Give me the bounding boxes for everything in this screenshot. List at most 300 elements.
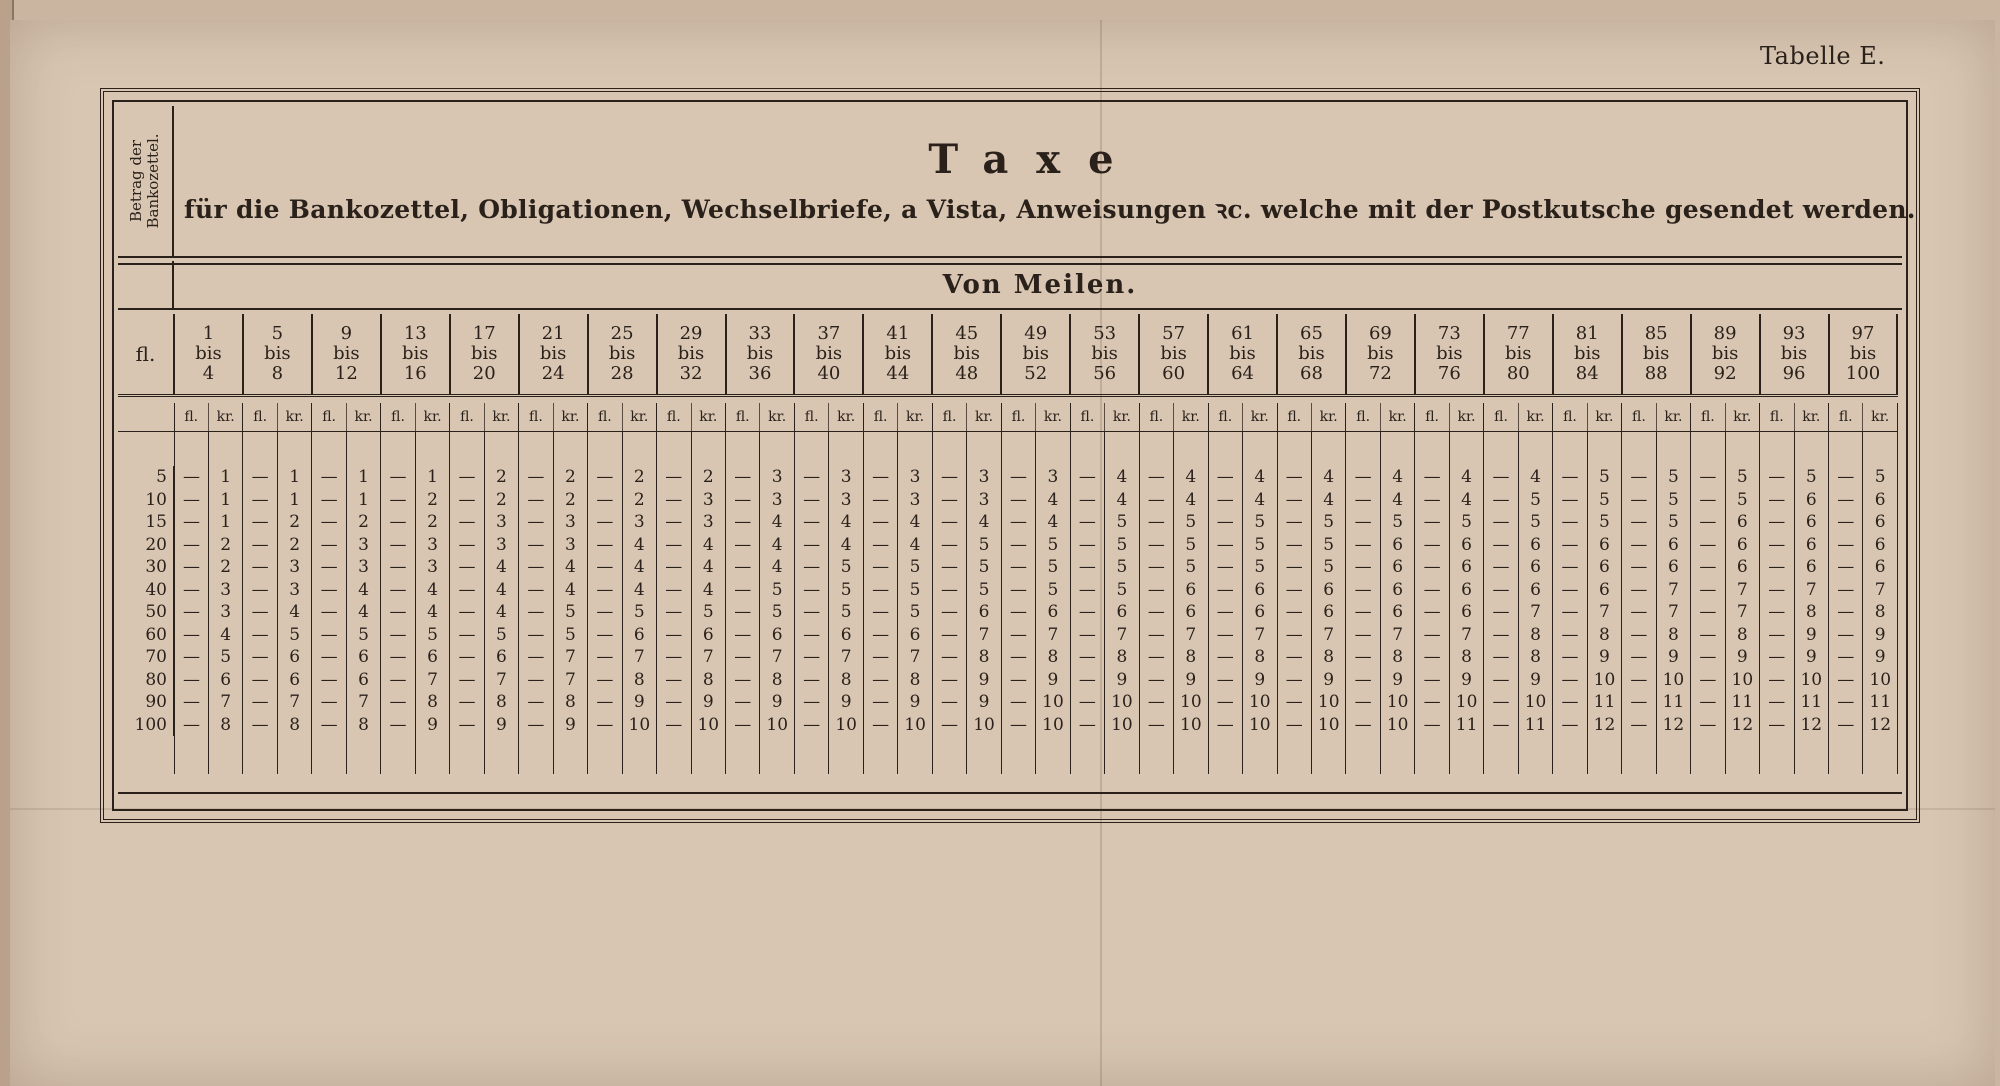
fl-cell: — — [381, 556, 415, 579]
fl-cell: — — [1691, 511, 1725, 534]
fl-cell: — — [1346, 601, 1380, 624]
rule-bottom — [118, 792, 1902, 798]
fl-cell: — — [1415, 511, 1449, 534]
fl-cell: — — [657, 556, 691, 579]
tail-cell — [1311, 736, 1345, 774]
fl-cell: — — [381, 624, 415, 647]
fl-cell: — — [1139, 534, 1173, 557]
unit-kr: kr. — [1863, 403, 1897, 432]
kr-cell: 6 — [1380, 534, 1414, 557]
spacer-cell — [450, 432, 484, 467]
fl-cell: — — [1070, 534, 1104, 557]
unit-fl: fl. — [1139, 403, 1173, 432]
tail-cell — [932, 736, 966, 774]
spacer-cell — [208, 432, 242, 467]
document-title: Taxe — [928, 136, 1142, 183]
kr-cell: 4 — [553, 579, 587, 602]
fl-cell: — — [1070, 691, 1104, 714]
fl-cell: — — [1070, 624, 1104, 647]
tail-cell — [1794, 736, 1828, 774]
kr-cell: 6 — [898, 624, 932, 647]
kr-cell: 6 — [1449, 579, 1483, 602]
kr-cell: 1 — [208, 489, 242, 512]
range-to: 100 — [1845, 363, 1881, 384]
kr-cell: 7 — [1380, 624, 1414, 647]
fl-cell: — — [1415, 624, 1449, 647]
tail-cell — [1863, 736, 1897, 774]
fl-cell: — — [863, 691, 897, 714]
unit-kr: kr. — [484, 403, 518, 432]
kr-cell: 8 — [1518, 646, 1552, 669]
kr-cell: 9 — [1863, 646, 1897, 669]
fl-cell: — — [1139, 511, 1173, 534]
unit-kr: kr. — [1449, 403, 1483, 432]
kr-cell: 4 — [277, 601, 311, 624]
fl-cell: — — [932, 534, 966, 557]
spacer-cell — [1380, 432, 1414, 467]
rule-section — [118, 308, 1902, 313]
unit-fl: fl. — [519, 403, 553, 432]
distance-range-header — [1760, 314, 1829, 396]
header-separator-row — [118, 396, 1897, 404]
fl-cell: — — [1484, 691, 1518, 714]
fl-cell: — — [1829, 489, 1863, 512]
kr-cell: 7 — [1656, 601, 1690, 624]
unit-fl: fl. — [1415, 403, 1449, 432]
range-bis: bis — [333, 343, 360, 364]
kr-cell: 2 — [622, 489, 656, 512]
kr-cell: 5 — [1518, 489, 1552, 512]
kr-cell: 10 — [1243, 691, 1277, 714]
fl-cell: — — [1415, 714, 1449, 737]
kr-cell: 4 — [484, 556, 518, 579]
fl-cell: — — [1622, 556, 1656, 579]
fl-cell: — — [1277, 534, 1311, 557]
fl-cell: — — [1829, 534, 1863, 557]
kr-cell: 5 — [1725, 466, 1759, 489]
fl-cell: — — [450, 691, 484, 714]
column-separator — [172, 261, 174, 309]
fl-cell: — — [1691, 466, 1725, 489]
kr-cell: 6 — [1518, 534, 1552, 557]
kr-cell: 4 — [1036, 489, 1070, 512]
fl-cell: — — [174, 714, 208, 737]
table-frame — [100, 88, 1920, 823]
fl-cell: — — [1760, 489, 1794, 512]
fl-cell: — — [312, 466, 346, 489]
kr-cell: 5 — [1518, 511, 1552, 534]
kr-cell: 10 — [829, 714, 863, 737]
kr-cell: 10 — [1036, 714, 1070, 737]
fl-cell: — — [726, 511, 760, 534]
kr-cell: 6 — [1174, 579, 1208, 602]
fl-cell: — — [1553, 691, 1587, 714]
kr-cell: 6 — [1725, 511, 1759, 534]
kr-cell: 7 — [1036, 624, 1070, 647]
range-from: 73 — [1437, 323, 1461, 344]
kr-cell: 7 — [1794, 579, 1828, 602]
range-bis: bis — [1711, 343, 1739, 364]
kr-cell: 5 — [1174, 511, 1208, 534]
fl-cell: — — [1277, 489, 1311, 512]
kr-cell: 11 — [1725, 691, 1759, 714]
fl-cell: — — [1001, 714, 1035, 737]
kr-cell: 6 — [1449, 534, 1483, 557]
spacer-cell — [1760, 432, 1794, 467]
spacer-cell — [484, 432, 518, 467]
fl-cell: — — [1760, 511, 1794, 534]
fl-cell: — — [519, 489, 553, 512]
range-to: 20 — [472, 363, 496, 384]
range-bis: bis — [1780, 343, 1808, 364]
distance-range-header — [519, 314, 588, 396]
kr-cell: 6 — [967, 601, 1001, 624]
kr-cell: 10 — [1036, 691, 1070, 714]
kr-cell: 3 — [898, 489, 932, 512]
kr-cell: 5 — [1587, 511, 1621, 534]
fl-cell: — — [1829, 646, 1863, 669]
kr-cell: 4 — [1174, 489, 1208, 512]
fl-cell: — — [588, 646, 622, 669]
range-to: 4 — [202, 363, 215, 384]
kr-cell: 5 — [829, 556, 863, 579]
kr-cell: 9 — [1174, 669, 1208, 692]
spacer-cell — [657, 432, 691, 467]
unit-kr: kr. — [1725, 403, 1759, 432]
spacer-cell — [1346, 432, 1380, 467]
kr-cell: 6 — [1311, 601, 1345, 624]
kr-cell: 9 — [553, 714, 587, 737]
range-from: 65 — [1300, 323, 1323, 344]
kr-cell: 3 — [967, 489, 1001, 512]
kr-cell: 11 — [1518, 714, 1552, 737]
spacer-cell — [794, 432, 828, 467]
kr-cell: 12 — [1725, 714, 1759, 737]
kr-cell: 2 — [622, 466, 656, 489]
fl-cell: — — [450, 556, 484, 579]
kr-cell: 8 — [1518, 624, 1552, 647]
fl-cell: — — [1139, 489, 1173, 512]
kr-cell: 8 — [1863, 601, 1897, 624]
fl-cell: — — [863, 669, 897, 692]
distance-range-header — [932, 314, 1001, 396]
distance-range-header — [381, 314, 450, 396]
spacer-cell — [1622, 432, 1656, 467]
fl-cell: — — [1208, 714, 1242, 737]
fl-cell: — — [1208, 646, 1242, 669]
fl-cell: — — [381, 466, 415, 489]
fl-cell: — — [1691, 601, 1725, 624]
fl-cell: — — [1829, 691, 1863, 714]
range-bis: bis — [1849, 343, 1877, 364]
kr-cell: 5 — [829, 579, 863, 602]
spacer-cell — [519, 432, 553, 467]
kr-cell: 4 — [691, 556, 725, 579]
fl-cell: — — [1346, 714, 1380, 737]
kr-cell: 4 — [484, 601, 518, 624]
fl-cell: — — [794, 601, 828, 624]
kr-cell: 5 — [898, 579, 932, 602]
kr-cell: 2 — [208, 556, 242, 579]
tail-cell — [174, 736, 208, 774]
fl-cell: — — [1553, 714, 1587, 737]
fl-cell: — — [1691, 556, 1725, 579]
distance-range-header — [1001, 314, 1070, 396]
fl-cell: — — [1484, 714, 1518, 737]
kr-cell: 5 — [1656, 489, 1690, 512]
kr-cell: 4 — [829, 534, 863, 557]
tail-cell — [277, 736, 311, 774]
kr-cell: 6 — [1794, 534, 1828, 557]
fl-cell: — — [1691, 646, 1725, 669]
range-bis: bis — [264, 343, 291, 364]
spacer-cell — [415, 432, 449, 467]
range-to: 44 — [886, 363, 910, 384]
kr-cell: 4 — [484, 579, 518, 602]
tail-cell — [1243, 736, 1277, 774]
spacer-cell — [898, 432, 932, 467]
fl-cell: — — [243, 534, 277, 557]
kr-cell: 10 — [1587, 669, 1621, 692]
range-to: 64 — [1231, 363, 1254, 384]
fl-cell: — — [863, 534, 897, 557]
kr-cell: 2 — [208, 534, 242, 557]
distance-range-header — [1277, 314, 1346, 396]
unit-kr: kr. — [415, 403, 449, 432]
kr-cell: 7 — [622, 646, 656, 669]
fl-cell: — — [450, 511, 484, 534]
kr-cell: 4 — [760, 511, 794, 534]
unit-fl: fl. — [1484, 403, 1518, 432]
kr-cell: 11 — [1587, 691, 1621, 714]
kr-cell: 1 — [346, 466, 380, 489]
table-row — [118, 601, 1897, 624]
kr-cell: 6 — [1863, 489, 1897, 512]
unit-fl: fl. — [794, 403, 828, 432]
kr-cell: 10 — [760, 714, 794, 737]
amount-cell: 50 — [118, 601, 174, 624]
unit-fl: fl. — [312, 403, 346, 432]
kr-cell: 3 — [760, 489, 794, 512]
kr-cell: 7 — [1449, 624, 1483, 647]
kr-cell: 5 — [1036, 579, 1070, 602]
kr-cell: 7 — [760, 646, 794, 669]
fl-cell: — — [174, 489, 208, 512]
table-frame-inner — [112, 100, 1916, 811]
kr-cell: 9 — [760, 691, 794, 714]
range-from: 61 — [1231, 323, 1254, 344]
fl-cell: — — [588, 579, 622, 602]
unit-fl: fl. — [1760, 403, 1794, 432]
spacer-cell — [381, 432, 415, 467]
fl-cell: — — [588, 556, 622, 579]
range-bis: bis — [1573, 343, 1601, 364]
spacer-cell — [346, 432, 380, 467]
fl-cell: — — [1622, 624, 1656, 647]
kr-cell: 10 — [1725, 669, 1759, 692]
fl-cell: — — [174, 691, 208, 714]
distance-range-header — [243, 314, 312, 396]
kr-cell: 3 — [208, 601, 242, 624]
kr-cell: 10 — [1174, 714, 1208, 737]
spacer-cell — [829, 432, 863, 467]
tail-cell — [622, 736, 656, 774]
fl-cell: — — [657, 714, 691, 737]
range-from: 69 — [1368, 323, 1392, 344]
kr-cell: 10 — [691, 714, 725, 737]
kr-cell: 5 — [553, 624, 587, 647]
spacer-cell — [1656, 432, 1690, 467]
fl-cell: — — [1070, 646, 1104, 669]
kr-cell: 4 — [1518, 466, 1552, 489]
kr-cell: 9 — [1656, 646, 1690, 669]
fl-cell: — — [243, 489, 277, 512]
kr-cell: 9 — [1380, 669, 1414, 692]
amount-cell: 30 — [118, 556, 174, 579]
kr-cell: 6 — [1863, 556, 1897, 579]
kr-cell: 8 — [1449, 646, 1483, 669]
kr-cell: 5 — [1311, 511, 1345, 534]
unit-fl: fl. — [1691, 403, 1725, 432]
fl-cell: — — [519, 466, 553, 489]
fl-cell: — — [588, 691, 622, 714]
fl-cell: — — [1484, 556, 1518, 579]
range-to: 32 — [679, 363, 703, 384]
spacer-cell — [588, 432, 622, 467]
kr-cell: 6 — [1105, 601, 1139, 624]
spacer-cell — [1829, 432, 1863, 467]
kr-cell: 3 — [622, 511, 656, 534]
fl-cell: — — [450, 534, 484, 557]
range-from: 37 — [817, 323, 841, 344]
spacer-cell — [1691, 432, 1725, 467]
fl-cell: — — [1553, 556, 1587, 579]
fl-cell: — — [1001, 624, 1035, 647]
kr-cell: 6 — [1656, 534, 1690, 557]
kr-cell: 4 — [622, 534, 656, 557]
fl-cell: — — [1001, 534, 1035, 557]
fl-cell: — — [1277, 669, 1311, 692]
fl-cell: — — [1001, 489, 1035, 512]
table-label: Tabelle E. — [1760, 42, 1886, 70]
fl-cell: — — [726, 579, 760, 602]
range-to: 28 — [610, 363, 634, 384]
tail-cell — [519, 736, 553, 774]
fl-cell: — — [1139, 466, 1173, 489]
fl-cell: — — [1484, 624, 1518, 647]
kr-cell: 6 — [1243, 579, 1277, 602]
kr-cell: 9 — [1794, 646, 1828, 669]
kr-cell: 6 — [1587, 579, 1621, 602]
fl-cell: — — [726, 646, 760, 669]
fl-cell: — — [519, 511, 553, 534]
fl-cell: — — [1553, 511, 1587, 534]
fl-cell: — — [1415, 534, 1449, 557]
kr-cell: 10 — [1863, 669, 1897, 692]
fl-cell: — — [1208, 511, 1242, 534]
fl-cell: — — [312, 669, 346, 692]
fl-cell: — — [312, 601, 346, 624]
fl-cell: — — [1760, 714, 1794, 737]
fl-cell: — — [1070, 466, 1104, 489]
unit-kr: kr. — [898, 403, 932, 432]
kr-cell: 1 — [277, 466, 311, 489]
spacer-cell — [1105, 432, 1139, 467]
fl-cell: — — [1760, 601, 1794, 624]
range-from: 93 — [1782, 323, 1806, 344]
unit-kr: kr. — [277, 403, 311, 432]
fl-cell: — — [1691, 714, 1725, 737]
tail-cell — [863, 736, 897, 774]
kr-cell: 8 — [898, 669, 932, 692]
tail-cell — [794, 736, 828, 774]
table-row — [118, 691, 1897, 714]
fl-cell: — — [932, 646, 966, 669]
kr-cell: 5 — [1243, 556, 1277, 579]
kr-cell: 9 — [967, 669, 1001, 692]
tail-cell — [1484, 736, 1518, 774]
kr-cell: 3 — [484, 511, 518, 534]
fl-cell: — — [1691, 489, 1725, 512]
kr-cell: 6 — [1036, 601, 1070, 624]
kr-cell: 1 — [346, 489, 380, 512]
kr-cell: 4 — [1311, 466, 1345, 489]
tail-cell — [1346, 736, 1380, 774]
fl-cell: — — [794, 556, 828, 579]
kr-cell: 8 — [829, 669, 863, 692]
kr-cell: 6 — [1380, 579, 1414, 602]
kr-cell: 4 — [1105, 489, 1139, 512]
fl-cell: — — [1553, 601, 1587, 624]
tariff-table — [118, 314, 1898, 774]
fl-cell: — — [1208, 466, 1242, 489]
fl-cell: — — [1760, 646, 1794, 669]
kr-cell: 4 — [691, 579, 725, 602]
fl-cell: — — [726, 534, 760, 557]
fl-cell: — — [519, 714, 553, 737]
kr-cell: 3 — [829, 466, 863, 489]
fl-cell: — — [1346, 669, 1380, 692]
range-to: 72 — [1368, 363, 1392, 384]
fl-cell: — — [1415, 646, 1449, 669]
tail-cell — [1725, 736, 1759, 774]
kr-cell: 10 — [1518, 691, 1552, 714]
fl-cell: — — [1622, 669, 1656, 692]
fl-cell: — — [312, 624, 346, 647]
kr-cell: 3 — [277, 556, 311, 579]
fl-cell: — — [1760, 534, 1794, 557]
amount-cell: 5 — [118, 466, 174, 489]
distance-range-header — [312, 314, 381, 396]
distance-range-header — [726, 314, 795, 396]
kr-cell: 12 — [1794, 714, 1828, 737]
amount-cell: 60 — [118, 624, 174, 647]
distance-range-header — [588, 314, 657, 396]
range-bis: bis — [677, 343, 705, 364]
fl-cell: — — [381, 646, 415, 669]
table-row — [118, 511, 1897, 534]
table-row — [118, 646, 1897, 669]
kr-cell: 8 — [1036, 646, 1070, 669]
tail-cell — [1622, 736, 1656, 774]
kr-cell: 12 — [1587, 714, 1621, 737]
kr-cell: 9 — [967, 691, 1001, 714]
fl-cell: — — [726, 669, 760, 692]
kr-cell: 6 — [415, 646, 449, 669]
unit-fl: fl. — [1001, 403, 1035, 432]
distance-range-header — [1415, 314, 1484, 396]
kr-cell: 5 — [760, 601, 794, 624]
